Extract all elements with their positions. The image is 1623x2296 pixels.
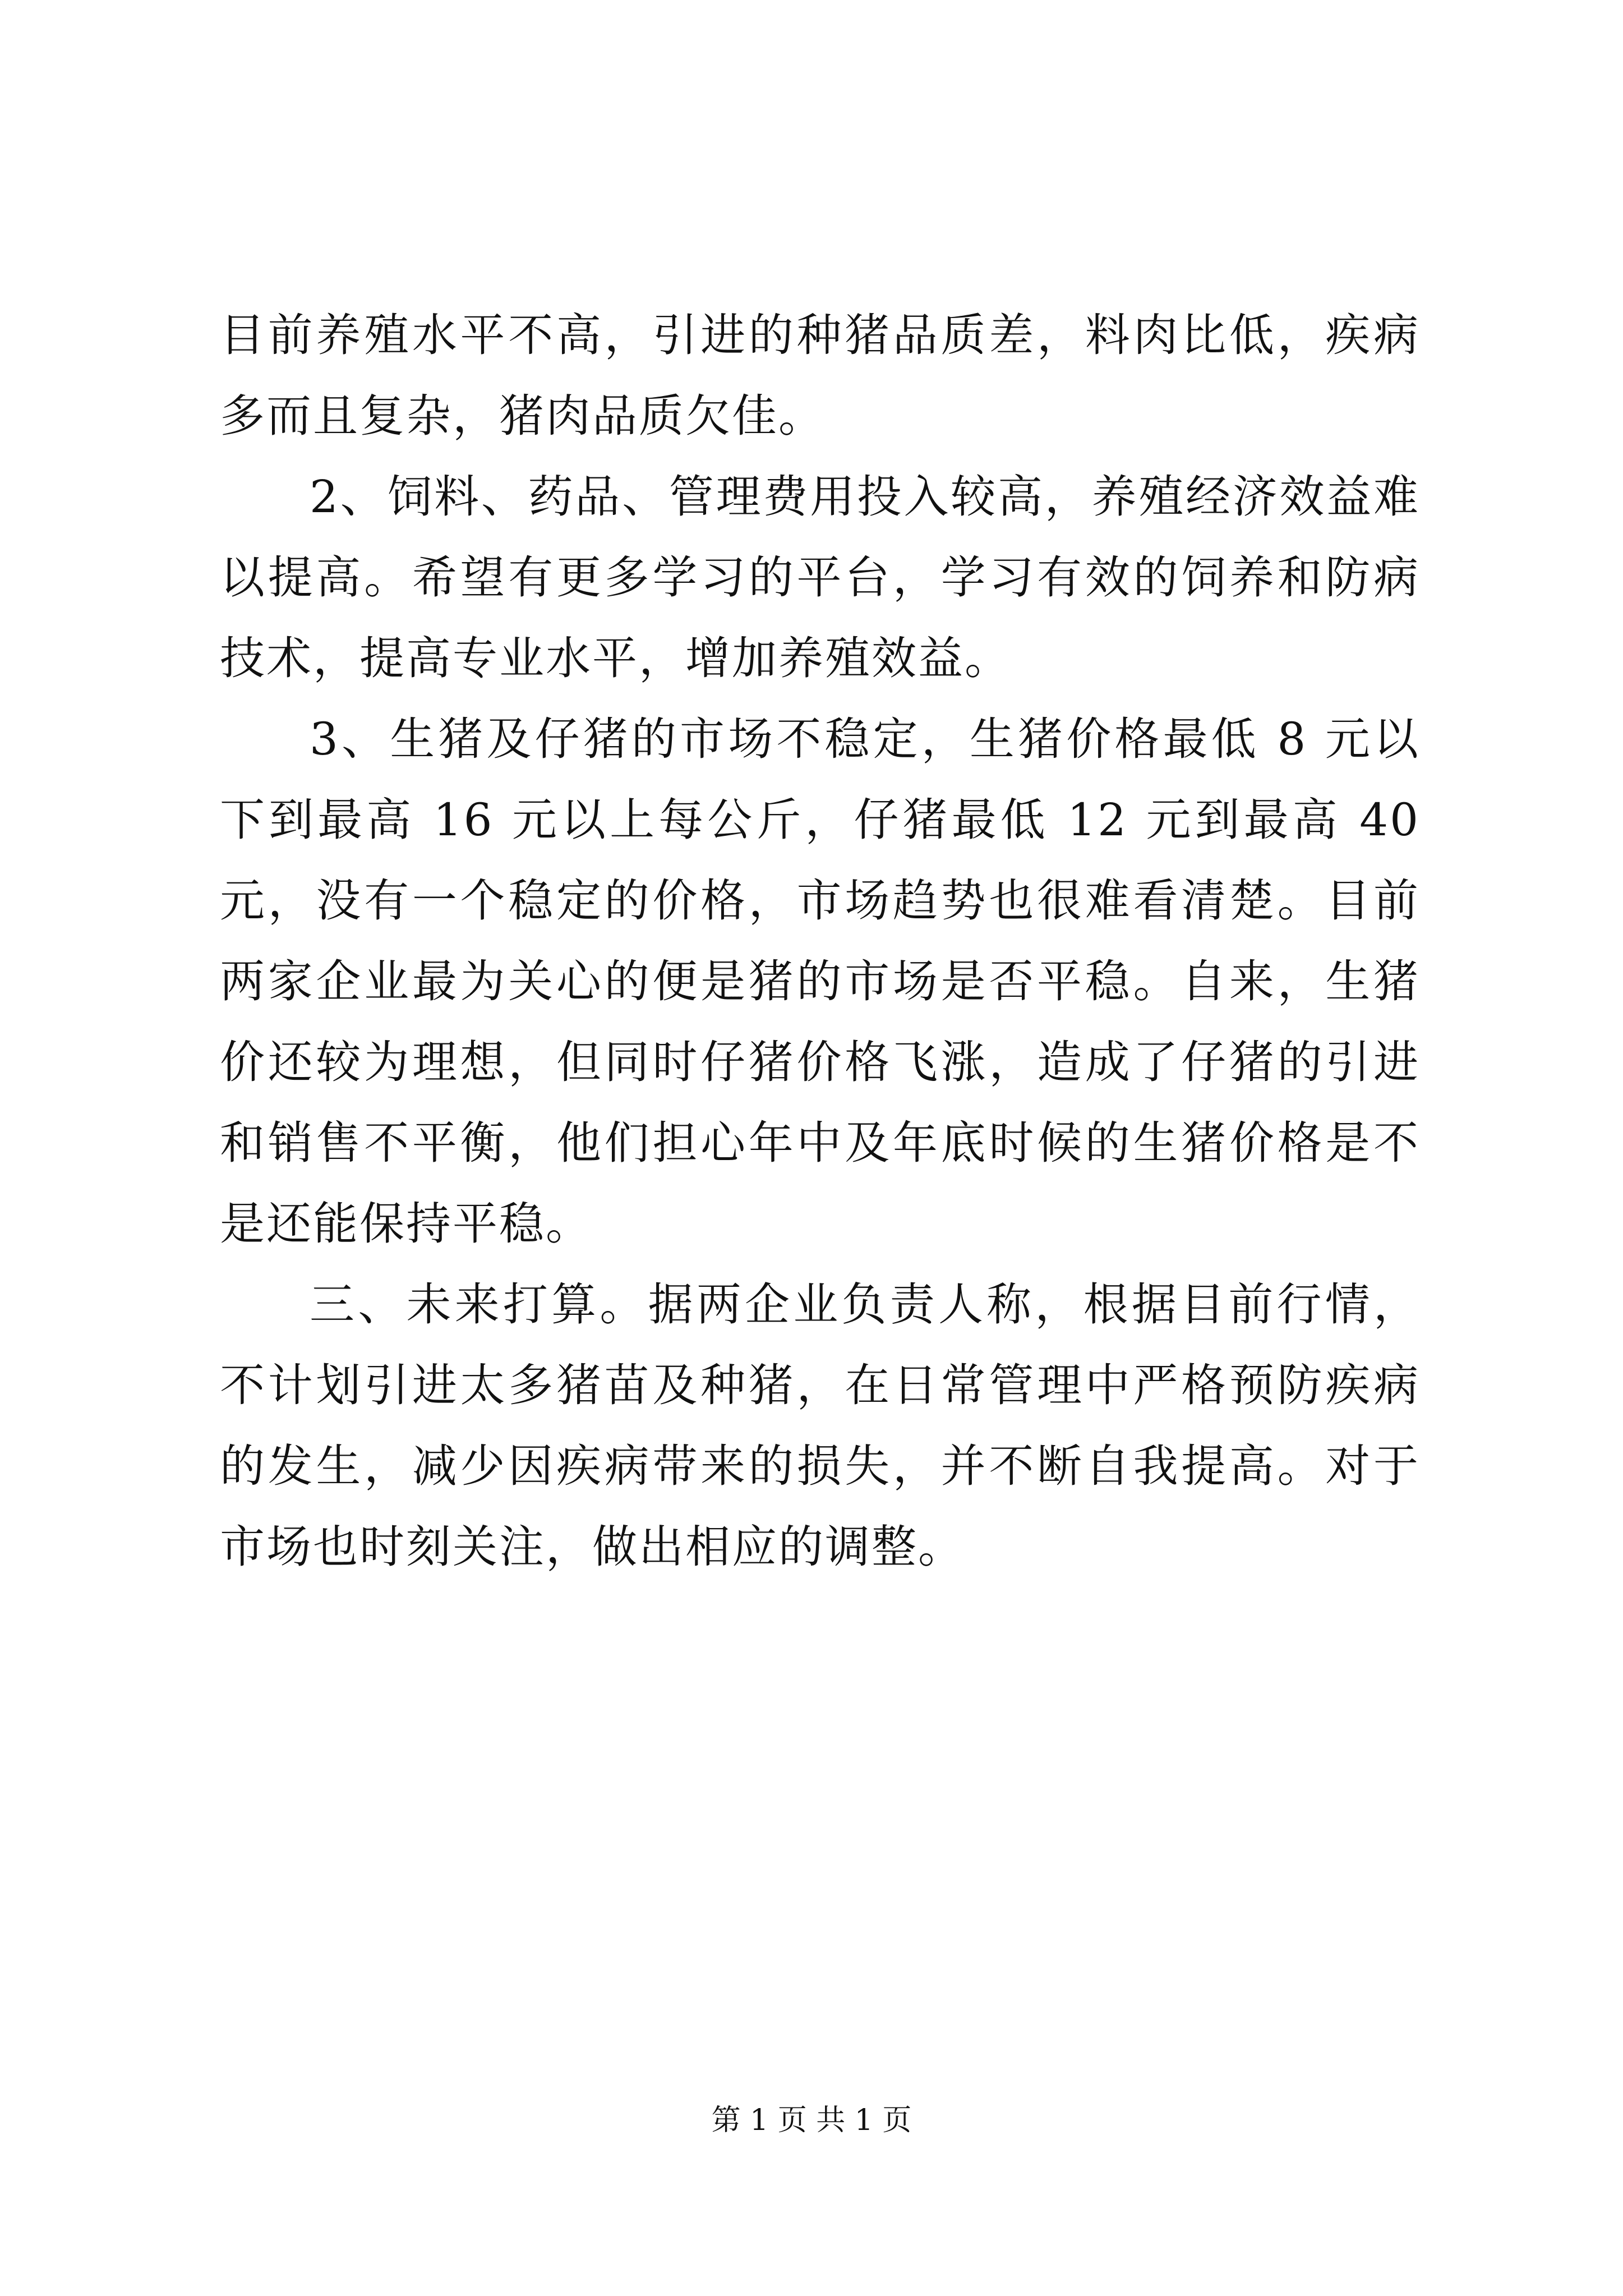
paragraph-4: 三、未来打算。据两企业负责人称，根据目前行情，不计划引进太多猪苗及种猪，在日常管理中严格预防疾病的发生，减少因疾病带来的损失，并不断自我提高。对于市场也时刻关注，做出相应的调整。 [220, 1278, 1420, 1573]
document-body [220, 295, 1420, 1588]
paragraph-2: 2、饲料、药品、管理费用投入较高，养殖经济效益难以提高。希望有更多学习的平台，学习有效的饲养和防病技术，提高专业水平，增加养殖效益。 [220, 471, 1420, 684]
page-number-footer: 第 1 页 共 1 页 [711, 2104, 912, 2137]
paragraph-1: 目前养殖水平不高，引进的种猪品质差，料肉比低，疾病多而且复杂，猪肉品质欠佳。 [220, 309, 1420, 442]
paragraph-3: 3、生猪及仔猪的市场不稳定，生猪价格最低 8 元以下到最高 16 元以上每公斤，仔猪最低 12 元到最高 40 元，没有一个稳定的价格，市场趋势也很难看清楚。目前两家企业最为关心的便是猪的市场是否平稳。自来，生猪价还较为理想，但同时仔猪价格飞涨，造成了仔猪的引进和销售不平衡，他们担心年中及年底时候的生猪价格是不是还能保持平稳。 [220, 713, 1420, 1250]
